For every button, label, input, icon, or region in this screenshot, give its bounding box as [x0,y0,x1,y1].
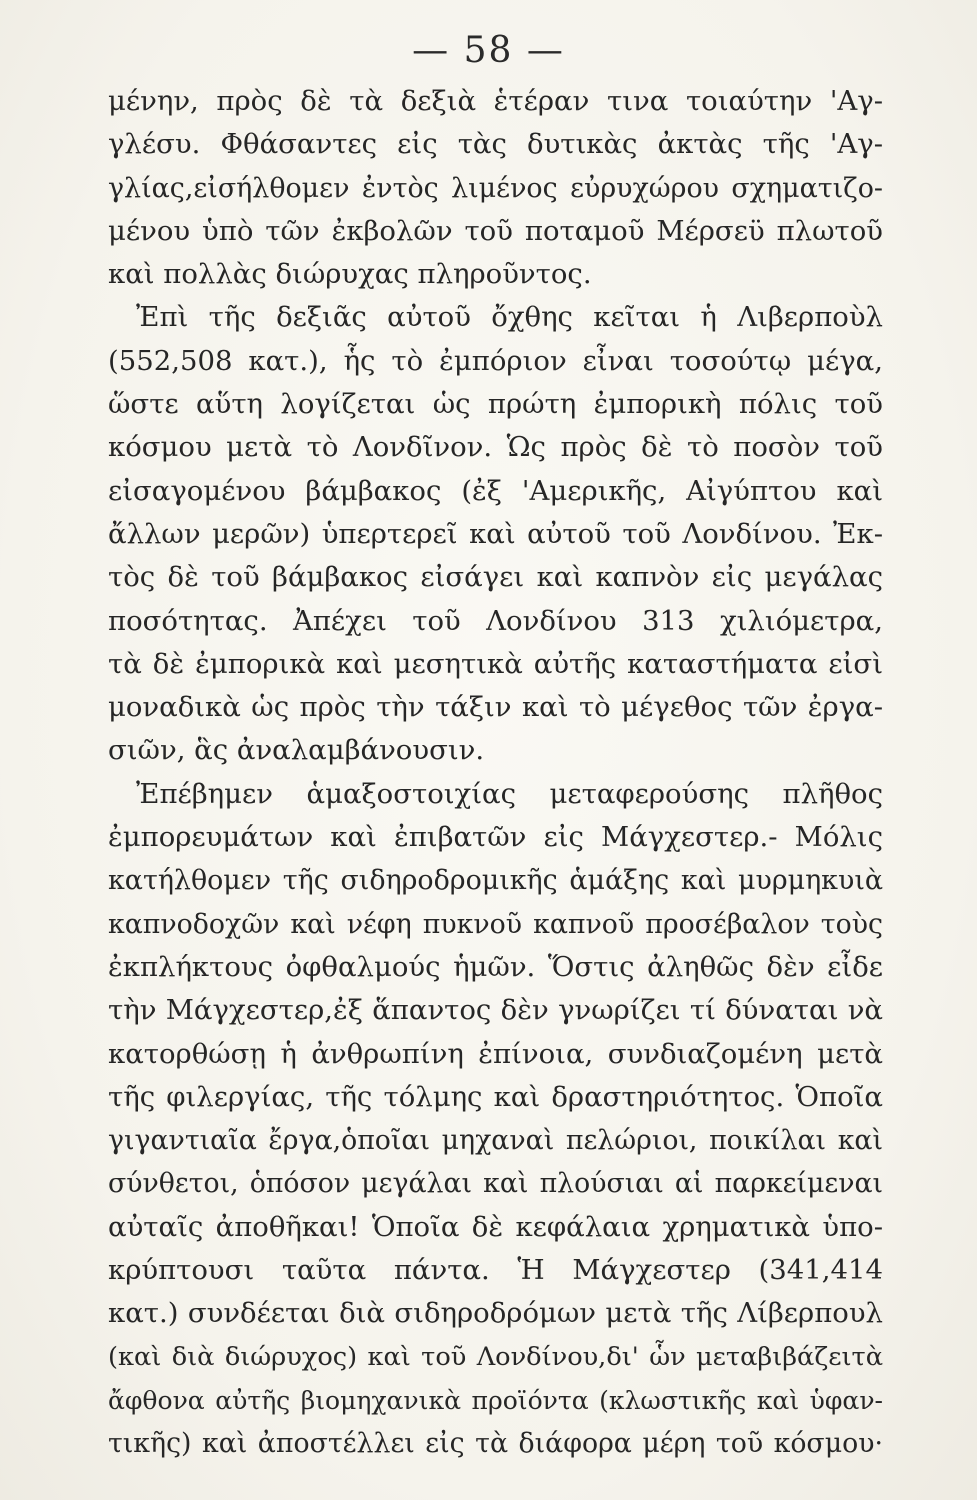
body-text [108,80,883,1466]
text-line: Ἐπὶ τῆς δεξιᾶς αὐτοῦ ὄχθης κεῖται ἡ Λιβερποὺλ [136,301,883,334]
text-line: ἄφθονα αὐτῆς βιομηχανικὰ προϊόντα (κλωστικῆς καὶ ὑφαν- [108,1385,883,1415]
text-line: τῆς φιλεργίας, τῆς τόλμης καὶ δραστηριότητος. Ὁποῖα [108,1080,883,1113]
text-line: σύνθετοι, ὁπόσον μεγάλαι καὶ πλούσιαι αἱ παρκείμεναι [108,1168,883,1200]
text-line: κρύπτουσι ταῦτα πάντα. Ἡ Μάγχεστερ (341,414 [108,1254,883,1287]
text-line: μένου ὑπὸ τῶν ἐκβολῶν τοῦ ποταμοῦ Μέρσεϋ πλωτοῦ [108,214,883,247]
text-line: καὶ πολλὰς διώρυχας πληροῦντος. [108,258,592,291]
text-line: εἰσαγομένου βάμβακος (ἐξ 'Αμερικῆς, Αἰγύπτου καὶ [108,474,883,507]
text-line: κατορθώσῃ ἡ ἀνθρωπίνη ἐπίνοια, συνδιαζομένη μετὰ [108,1037,883,1070]
text-line: γιγαντιαῖα ἔργα,ὁποῖαι μηχαναὶ πελώριοι, ποικίλαι καὶ [108,1125,883,1157]
text-line: (καὶ διὰ διώρυχος) καὶ τοῦ Λονδίνου,δι' ὧν μεταβιβάζειτὰ [108,1341,883,1372]
text-line: κόσμου μετὰ τὸ Λονδῖνον. Ὡς πρὸς δὲ τὸ ποσὸν τοῦ [108,431,883,464]
text-line: γλέσυ. Φθάσαντες εἰς τὰς δυτικὰς ἀκτὰς τῆς 'Αγ- [108,128,883,161]
text-line: Ἐπέβημεν ἁμαξοστοιχίας μεταφερούσης πλῆθος [136,777,883,810]
page-number: — 58 — [412,30,565,71]
text-line: μοναδικὰ ὡς πρὸς τὴν τάξιν καὶ τὸ μέγεθος τῶν ἐργα- [108,691,883,724]
text-line: σιῶν, ἃς ἀναλαμβάνουσιν. [108,734,485,767]
text-line: γλίας,εἰσήλθομεν ἐντὸς λιμένος εὐρυχώρου σχηματιζο- [108,172,883,204]
text-line: τὴν Μάγχεστερ,ἐξ ἅπαντος δὲν γνωρίζει τί δύναται νὰ [108,994,883,1027]
text-line: ὥστε αὕτη λογίζεται ὡς πρώτη ἐμπορικὴ πόλις τοῦ [108,388,883,421]
text-line: καπνοδοχῶν καὶ νέφη πυκνοῦ καπνοῦ προσέβαλον τοὺς [108,908,883,940]
text-line: ἐμπορευμάτων καὶ ἐπιβατῶν εἰς Μάγχεστερ.- Μόλις [108,821,883,854]
text-line: ἐκπλήκτους ὀφθαλμούς ἡμῶν. Ὅστις ἀληθῶς δὲν εἶδε [108,950,883,983]
text-line: κατήλθομεν τῆς σιδηροδρομικῆς ἁμάξης καὶ μυρμηκυιὰ [108,865,883,897]
text-line: ποσότητας. Ἀπέχει τοῦ Λονδίνου 313 χιλιόμετρα, [108,604,883,637]
text-line: (552,508 κατ.), ἧς τὸ ἐμπόριον εἶναι τοσούτῳ μέγα, [108,344,883,377]
text-line: αὐταῖς ἀποθῆκαι! Ὁποῖα δὲ κεφάλαια χρηματικὰ ὑπο- [108,1210,883,1243]
text-line: τὰ δὲ ἐμπορικὰ καὶ μεσητικὰ αὐτῆς καταστήματα εἰσὶ [108,647,883,680]
text-line: ἄλλων μερῶν) ὑπερτερεῖ καὶ αὐτοῦ τοῦ Λονδίνου. Ἐκ- [108,517,883,550]
text-line: τικῆς) καὶ ἀποστέλλει εἰς τὰ διάφορα μέρη τοῦ κόσμου· [108,1428,883,1460]
text-line: κατ.) συνδέεται διὰ σιδηροδρόμων μετὰ τῆς Λίβερπουλ [108,1297,883,1330]
text-line: μένην, πρὸς δὲ τὰ δεξιὰ ἑτέραν τινα τοιαύτην 'Αγ- [108,85,883,117]
text-line: τὸς δὲ τοῦ βάμβακος εἰσάγει καὶ καπνὸν εἰς μεγάλας [108,561,883,594]
